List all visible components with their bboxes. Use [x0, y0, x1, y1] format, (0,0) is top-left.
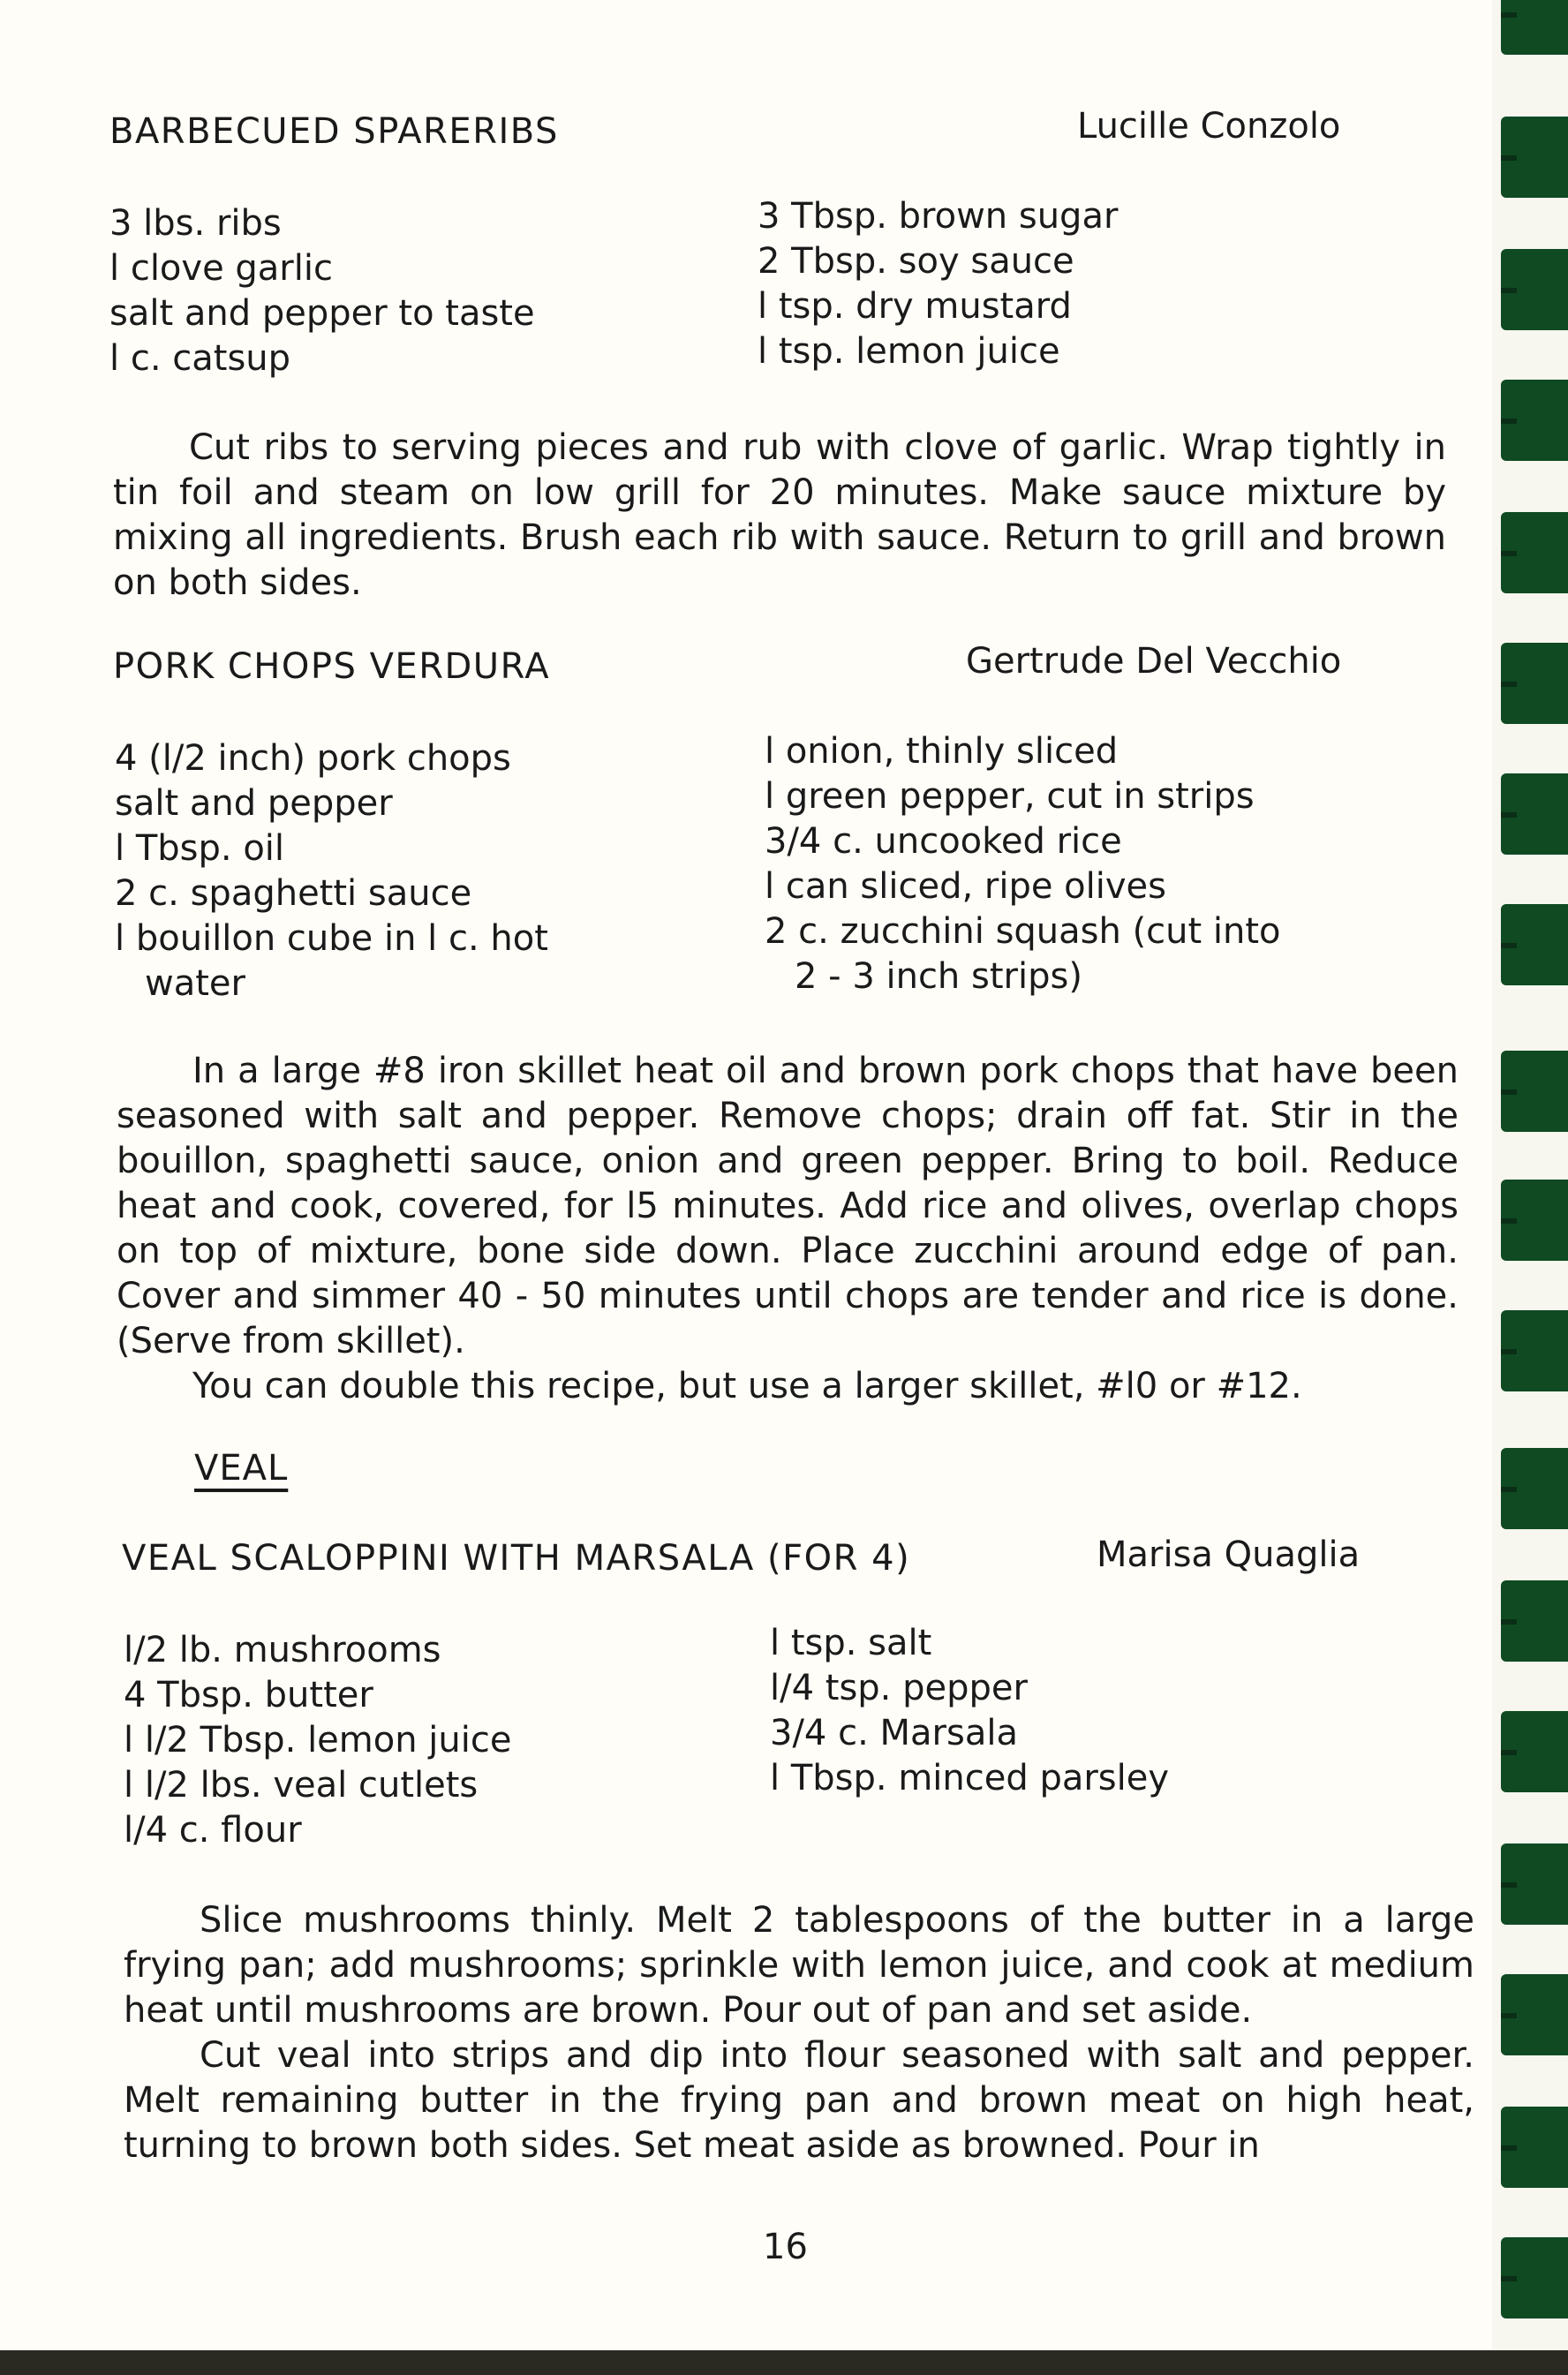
directions-pork-chops: [117, 1049, 1459, 1409]
ingredients-right-pork-chops: [765, 729, 1281, 999]
ingredients-right-veal: [770, 1621, 1169, 1801]
ingredient: l clove garlic: [109, 248, 333, 289]
binding-ring: [1501, 2237, 1568, 2318]
binding-ring: [1501, 249, 1568, 330]
ingredients-left-veal: [124, 1628, 511, 1853]
ingredient: 2 c. zucchini squash (cut into: [765, 911, 1281, 952]
binding-ring: [1501, 643, 1568, 724]
direction-paragraph: You can double this recipe, but use a larger skillet, #l0 or #12.: [192, 1366, 1302, 1406]
recipe-author-spareribs: Lucille Conzolo: [1077, 106, 1341, 147]
binding-ring: [1501, 1448, 1568, 1529]
ingredient: l tsp. dry mustard: [758, 286, 1072, 327]
direction-paragraph: Slice mushrooms thinly. Melt 2 tablespoons of the butter in a large frying pan; add mushrooms; sprinkle with lemon juice, and cook at medium heat until mushrooms are brown. Pour out of pan and set aside.: [124, 1900, 1474, 2031]
ingredients-right-spareribs: [758, 194, 1118, 374]
ingredient: l bouillon cube in l c. hot: [115, 918, 548, 959]
ingredient: l tsp. salt: [770, 1623, 932, 1663]
ingredient: l Tbsp. oil: [115, 828, 285, 869]
ingredient: l/2 lb. mushrooms: [124, 1630, 441, 1670]
binding-ring: [1501, 1974, 1568, 2055]
ingredient: l tsp. lemon juice: [758, 331, 1060, 372]
binding-ring: [1501, 773, 1568, 855]
ingredient: 3/4 c. Marsala: [770, 1713, 1018, 1753]
ingredient: 3 Tbsp. brown sugar: [758, 196, 1119, 237]
ingredient: l l/2 lbs. veal cutlets: [124, 1765, 479, 1806]
page-edge-shadow: [0, 2350, 1568, 2375]
ingredient: l/4 c. flour: [124, 1810, 302, 1851]
directions-veal: [124, 1898, 1474, 2168]
ingredient: 3/4 c. uncooked rice: [765, 821, 1122, 862]
section-title: VEAL: [194, 1448, 289, 1489]
ingredients-left-spareribs: [109, 201, 535, 381]
recipe-title-pork-chops: PORK CHOPS VERDURA: [113, 646, 551, 687]
binding-ring: [1501, 2107, 1568, 2188]
directions-spareribs: [113, 426, 1446, 606]
binding-ring: [1501, 1843, 1568, 1925]
direction-paragraph: In a large #8 iron skillet heat oil and brown pork chops that have been seasoned with salt and pepper. Remove chops; drain off fat. Stir in the bouillon, spaghetti sauce, onion and green pepper. Bring to boil. Reduce heat and cook, covered, for l5 minutes. Add rice and olives, overlap chops on top of mixture, bone side down. Place zucchini around edge of pan. Cover and simmer 40 - 50 minutes until chops are tender and rice is done. (Serve from skillet).: [117, 1051, 1459, 1361]
ingredients-left-pork-chops: [115, 736, 548, 1007]
ingredient: l c. catsup: [109, 338, 291, 379]
ingredient-continued: 2 - 3 inch strips): [795, 956, 1082, 997]
ingredient-continued: water: [145, 963, 245, 1004]
ingredient: l Tbsp. minced parsley: [770, 1758, 1170, 1798]
ingredient: 2 c. spaghetti sauce: [115, 873, 472, 914]
ingredient: salt and pepper to taste: [109, 293, 535, 334]
ingredient: l onion, thinly sliced: [765, 731, 1119, 772]
ingredient: l can sliced, ripe olives: [765, 866, 1166, 907]
direction-paragraph: Cut ribs to serving pieces and rub with clove of garlic. Wrap tightly in tin foil and steam on low grill for 20 minutes. Make sauce mixture by mixing all ingredients. Brush each rib with sauce. Return to grill and brown on both sides.: [113, 427, 1446, 603]
ingredient: l/4 tsp. pepper: [770, 1668, 1028, 1708]
binding-ring: [1501, 0, 1568, 55]
binding-ring: [1501, 1051, 1568, 1132]
ingredient: l green pepper, cut in strips: [765, 776, 1255, 817]
ingredient: l l/2 Tbsp. lemon juice: [124, 1720, 512, 1761]
recipe-author-veal-scaloppini: Marisa Quaglia: [1097, 1534, 1361, 1575]
ingredient: 3 lbs. ribs: [109, 203, 282, 244]
recipe-author-pork-chops: Gertrude Del Vecchio: [966, 641, 1342, 682]
binding-ring: [1501, 512, 1568, 593]
ingredient: 2 Tbsp. soy sauce: [758, 241, 1074, 282]
ingredient: 4 (l/2 inch) pork chops: [115, 738, 511, 779]
binding-ring: [1501, 1180, 1568, 1261]
binding-ring: [1501, 904, 1568, 985]
binding-ring: [1501, 117, 1568, 198]
ingredient: salt and pepper: [115, 783, 393, 824]
binding-ring: [1501, 380, 1568, 461]
direction-paragraph: Cut veal into strips and dip into flour seasoned with salt and pepper. Melt remaining butter in the frying pan and brown meat on high heat, turning to brown both sides. Set meat aside as browned. Pour in: [124, 2035, 1474, 2166]
binding-ring: [1501, 1310, 1568, 1391]
ingredient: 4 Tbsp. butter: [124, 1675, 373, 1715]
binding-ring: [1501, 1711, 1568, 1792]
page-number: 16: [763, 2227, 808, 2267]
recipe-title-veal-scaloppini: VEAL SCALOPPINI WITH MARSALA (FOR 4): [122, 1538, 911, 1579]
recipe-title-spareribs: BARBECUED SPARERIBS: [109, 111, 559, 152]
binding-ring: [1501, 1580, 1568, 1662]
